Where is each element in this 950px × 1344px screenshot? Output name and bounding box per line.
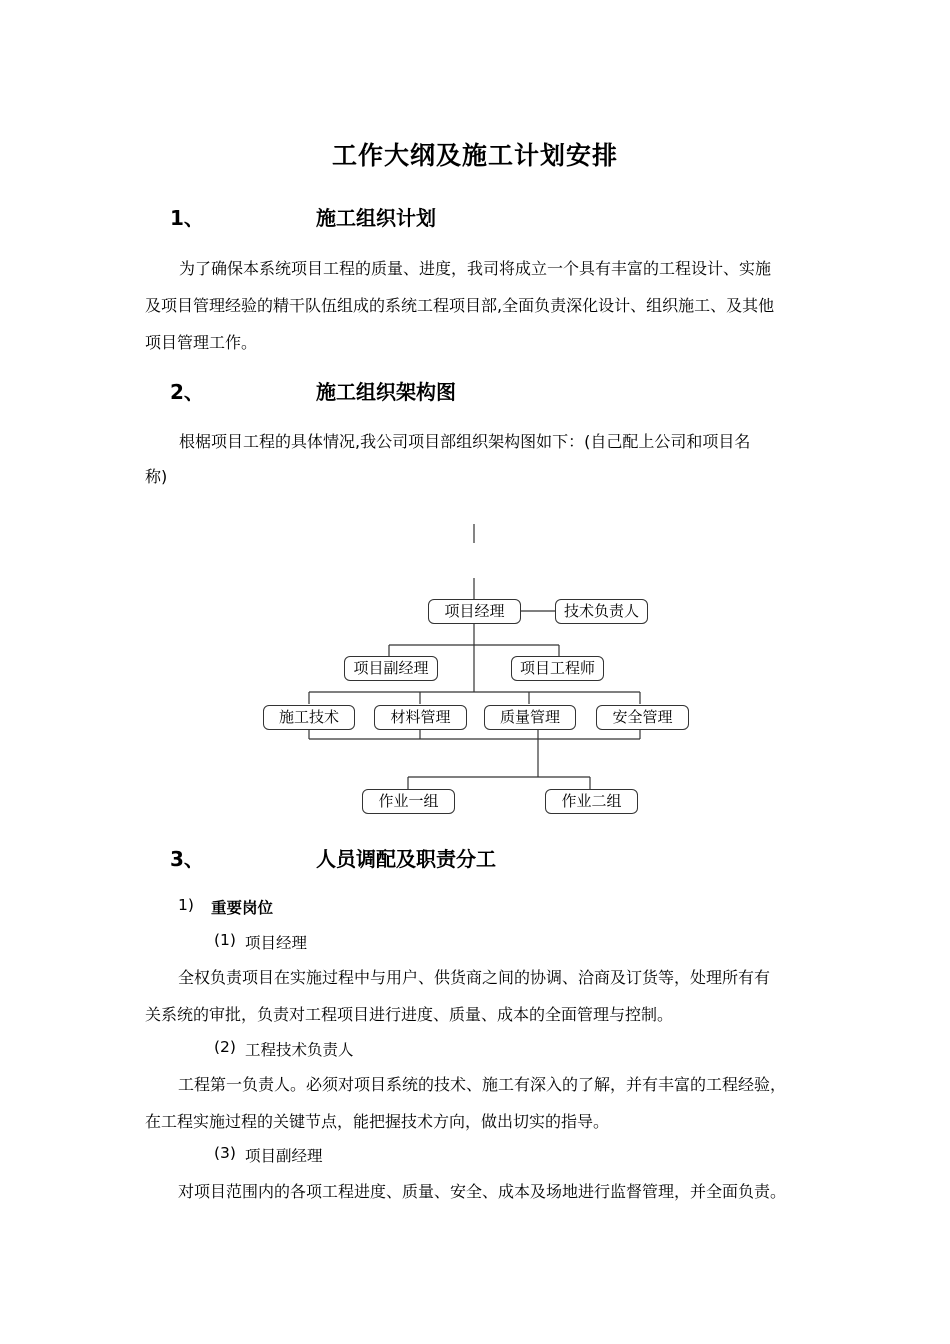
section-title: 人员调配及职责分工 <box>316 847 496 871</box>
section-title: 施工组织计划 <box>316 206 436 230</box>
section-number: 1、 <box>170 206 204 230</box>
item-name: 项目副经理 <box>245 1147 323 1165</box>
item-label: (3) <box>214 1144 236 1162</box>
paragraph-line: 全权负责项目在实施过程中与用户、供货商之间的协调、洽商及订货等，处理所有有 <box>178 968 771 987</box>
paragraph-line: 工程第一负责人。必须对项目系统的技术、施工有深入的了解，并有丰富的工程经验， <box>178 1075 787 1094</box>
document-title: 工作大纲及施工计划安排 <box>331 141 618 170</box>
paragraph-line: 根椐项目工程的具体情况,我公司项目部组织架构图如下：(自己配上公司和项目名 <box>179 432 751 451</box>
org-box-tech-lead: 技术负责人 <box>555 599 648 624</box>
paragraph-line: 在工程实施过程的关键节点，能把握技术方向，做出切实的指导。 <box>145 1112 610 1131</box>
item-label: (1) <box>214 931 236 949</box>
section-title: 施工组织架构图 <box>316 380 456 404</box>
paragraph-line: 项目管理工作。 <box>145 333 258 352</box>
org-box-team-two: 作业二组 <box>545 789 638 814</box>
org-box-manager: 项目经理 <box>428 599 521 624</box>
org-box-safety: 安全管理 <box>596 705 689 730</box>
paragraph-line: 及项目管理经验的精干队伍组成的系统工程项目部,全面负责深化设计、组织施工、及其他 <box>145 296 775 315</box>
org-box-deputy-manager: 项目副经理 <box>344 656 438 681</box>
paragraph-line: 称) <box>145 467 168 486</box>
org-box-team-one: 作业一组 <box>362 789 455 814</box>
paragraph-line: 对项目范围内的各项工程进度、质量、安全、成本及场地进行监督管理，并全面负责。 <box>178 1182 787 1201</box>
org-box-project-engineer: 项目工程师 <box>511 656 604 681</box>
item-name: 项目经理 <box>245 934 308 952</box>
org-box-materials: 材料管理 <box>374 705 467 730</box>
org-box-quality: 质量管理 <box>484 705 576 730</box>
item-label: (2) <box>214 1038 236 1056</box>
paragraph-line: 关系统的审批，负责对工程项目进行进度、质量、成本的全面管理与控制。 <box>145 1005 674 1024</box>
subsection-label: 1) <box>178 896 194 914</box>
subsection-title: 重要岗位 <box>211 899 274 917</box>
section-number: 3、 <box>170 847 204 871</box>
item-name: 工程技术负责人 <box>245 1041 354 1059</box>
paragraph-line: 为了确保本系统项目工程的质量、进度，我司将成立一个具有丰富的工程设计、实施 <box>179 259 772 278</box>
org-box-construction-tech: 施工技术 <box>263 705 355 730</box>
section-number: 2、 <box>170 380 204 404</box>
